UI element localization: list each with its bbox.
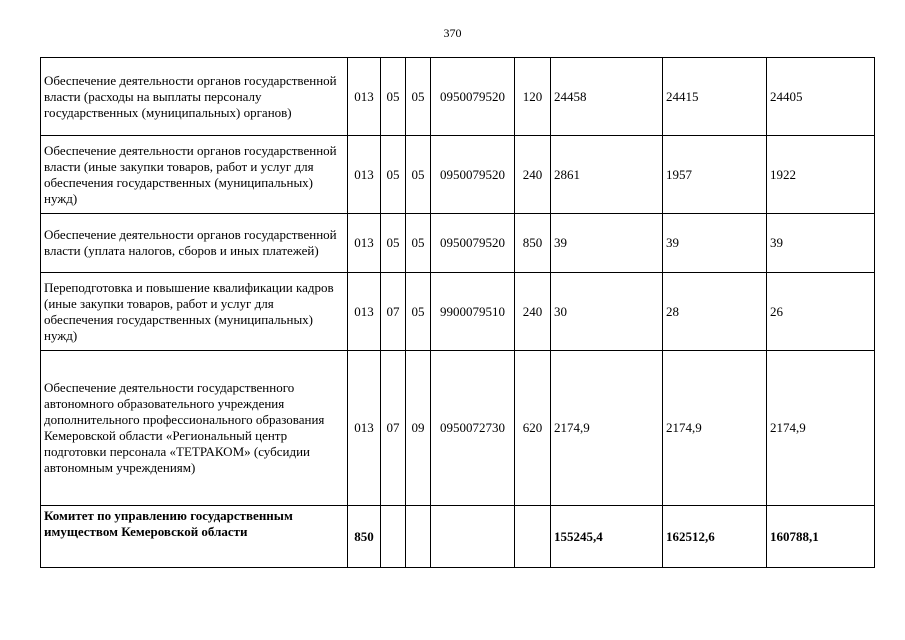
target-article-code: 0950072730 <box>431 351 515 506</box>
ved-code: 850 <box>348 506 381 568</box>
amount-year-2: 1957 <box>663 136 767 214</box>
amount-year-2: 28 <box>663 273 767 351</box>
section-code: 05 <box>381 214 406 273</box>
target-article-code: 0950079520 <box>431 58 515 136</box>
amount-year-1: 39 <box>551 214 663 273</box>
table-row <box>41 136 875 214</box>
subsection-code <box>406 506 431 568</box>
target-article-code: 0950079520 <box>431 136 515 214</box>
expense-type-code: 850 <box>515 214 551 273</box>
subsection-code: 05 <box>406 273 431 351</box>
subsection-code: 09 <box>406 351 431 506</box>
expense-type-code: 240 <box>515 136 551 214</box>
amount-year-1: 2861 <box>551 136 663 214</box>
amount-year-1: 155245,4 <box>551 506 663 568</box>
amount-year-1: 24458 <box>551 58 663 136</box>
table-row <box>41 214 875 273</box>
page-number: 370 <box>443 26 462 40</box>
expense-type-code <box>515 506 551 568</box>
budget-table <box>40 57 875 568</box>
section-code: 07 <box>381 273 406 351</box>
subsection-code: 05 <box>406 58 431 136</box>
ved-code: 013 <box>348 273 381 351</box>
amount-year-2: 162512,6 <box>663 506 767 568</box>
table-row <box>41 351 875 506</box>
row-name: Комитет по управлению государственным имуществом Кемеровской области <box>41 506 348 568</box>
section-code: 05 <box>381 58 406 136</box>
row-name: Обеспечение деятельности органов государственной власти (иные закупки товаров, работ и услуг для обеспечения государственных (муниципальных) нужд) <box>41 136 348 214</box>
amount-year-3: 26 <box>767 273 875 351</box>
section-code <box>381 506 406 568</box>
table-row <box>41 273 875 351</box>
row-name: Переподготовка и повышение квалификации кадров (иные закупки товаров, работ и услуг для обеспечения государственных (муниципальных) нужд) <box>41 273 348 351</box>
ved-code: 013 <box>348 214 381 273</box>
table-row-total <box>41 506 875 568</box>
target-article-code: 9900079510 <box>431 273 515 351</box>
section-code: 05 <box>381 136 406 214</box>
amount-year-3: 24405 <box>767 58 875 136</box>
expense-type-code: 620 <box>515 351 551 506</box>
target-article-code: 0950079520 <box>431 214 515 273</box>
subsection-code: 05 <box>406 136 431 214</box>
amount-year-3: 2174,9 <box>767 351 875 506</box>
target-article-code <box>431 506 515 568</box>
amount-year-1: 2174,9 <box>551 351 663 506</box>
ved-code: 013 <box>348 351 381 506</box>
ved-code: 013 <box>348 58 381 136</box>
subsection-code: 05 <box>406 214 431 273</box>
amount-year-1: 30 <box>551 273 663 351</box>
amount-year-2: 24415 <box>663 58 767 136</box>
expense-type-code: 240 <box>515 273 551 351</box>
ved-code: 013 <box>348 136 381 214</box>
amount-year-2: 2174,9 <box>663 351 767 506</box>
expense-type-code: 120 <box>515 58 551 136</box>
section-code: 07 <box>381 351 406 506</box>
amount-year-3: 39 <box>767 214 875 273</box>
row-name: Обеспечение деятельности государственного автономного образовательного учреждения дополнительного профессионального образования Кемеровской области «Региональный центр подготовки персонала «ТЕТРАКОМ» (субсидии автономным учреждениям) <box>41 351 348 506</box>
row-name: Обеспечение деятельности органов государственной власти (расходы на выплаты персоналу государственных (муниципальных) органов) <box>41 58 348 136</box>
row-name: Обеспечение деятельности органов государственной власти (уплата налогов, сборов и иных платежей) <box>41 214 348 273</box>
amount-year-3: 160788,1 <box>767 506 875 568</box>
amount-year-2: 39 <box>663 214 767 273</box>
table-row <box>41 58 875 136</box>
amount-year-3: 1922 <box>767 136 875 214</box>
